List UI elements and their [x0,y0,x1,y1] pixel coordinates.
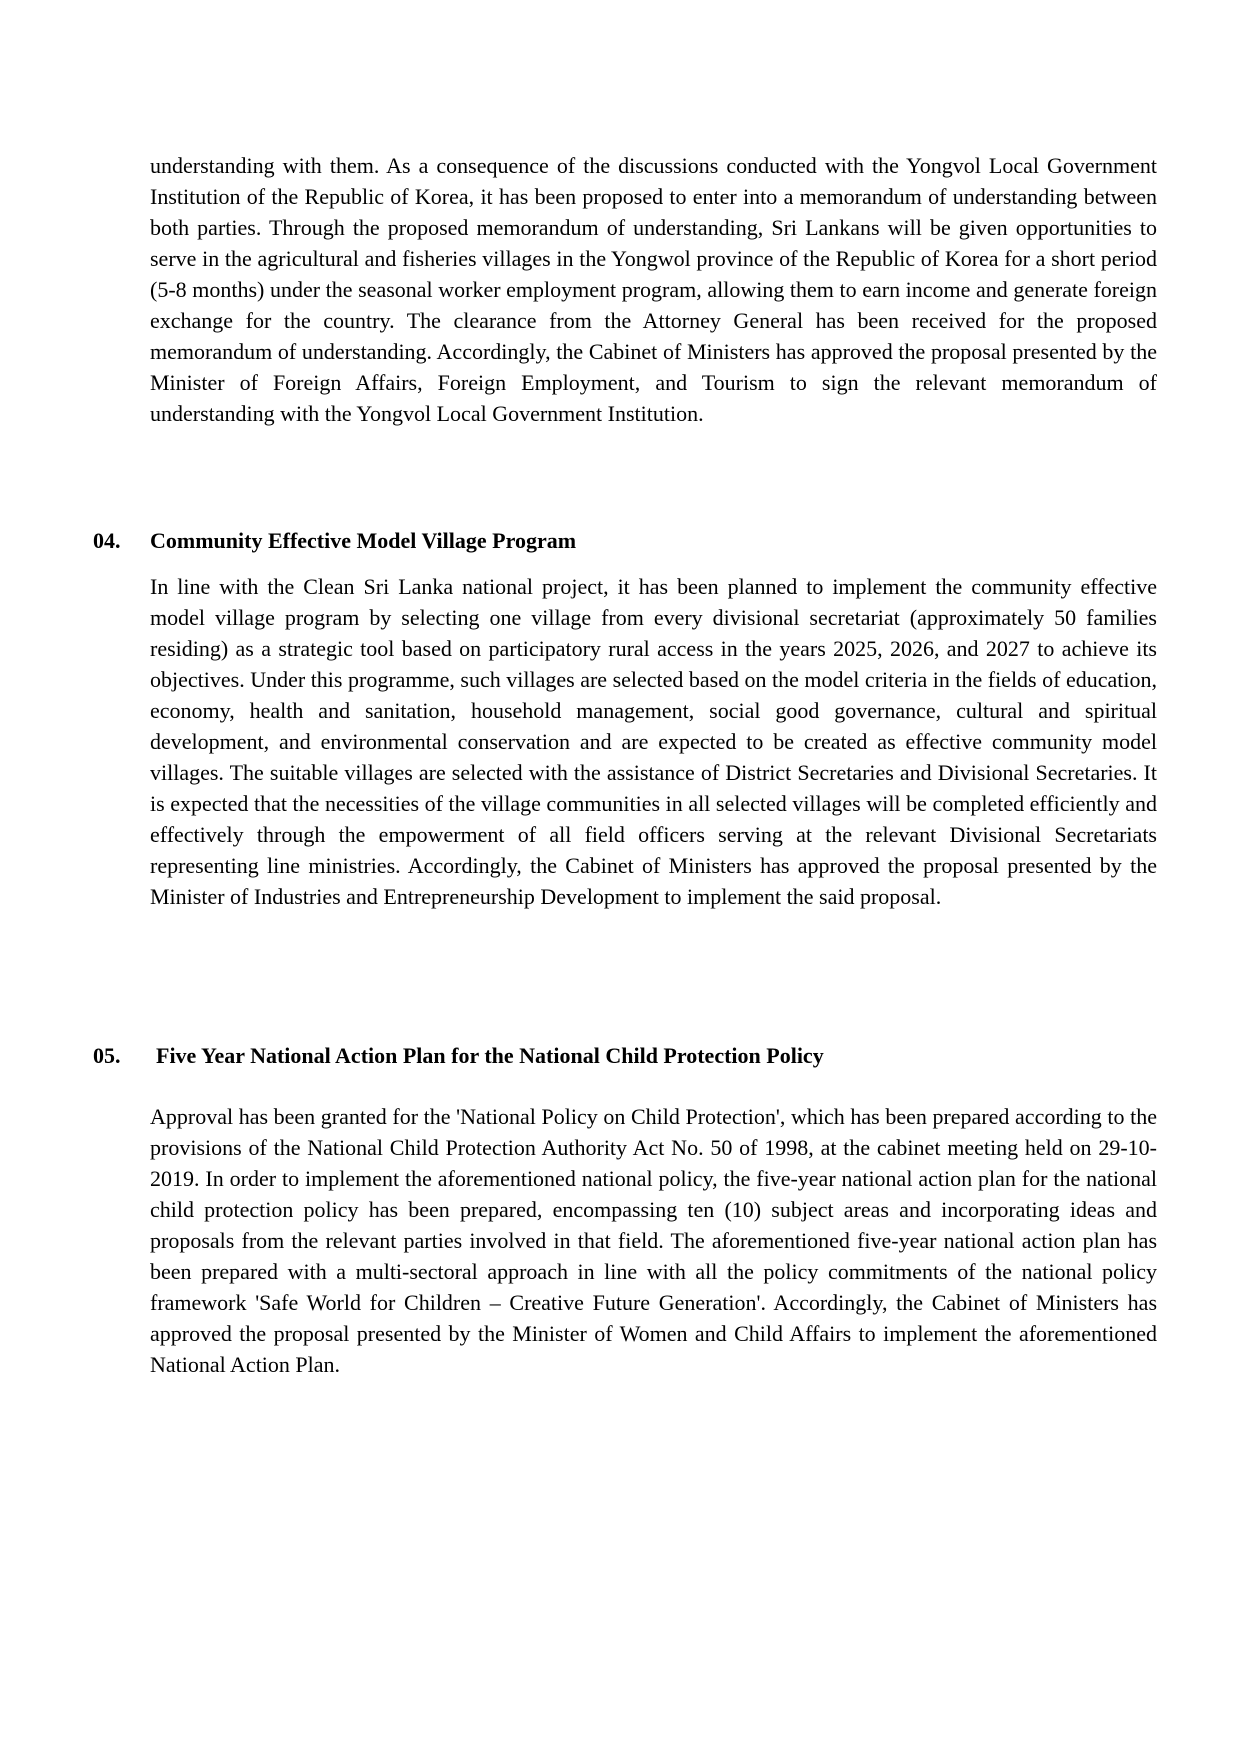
section-number: 04. [93,528,121,553]
section-number: 05. [93,1043,121,1068]
section-body: In line with the Clean Sri Lanka national project, it has been planned to implement the community effective model village program by selecting one village from every divisional secretariat (approximately 50 families residing) as a strategic tool based on participatory rural access in the years 2025, 2026, and 2027 to achieve its objectives. Under this programme, such villages are selected based on the model criteria in the fields of education, economy, health and sanitation, household management, social good governance, cultural and spiritual development, and environmental conservation and are expected to be created as effective community model villages. The suitable villages are selected with the assistance of District Secretaries and Divisional Secretaries. It is expected that the necessities of the village communities in all selected villages will be completed efficiently and effectively through the empowerment of all field officers serving at the relevant Divisional Secretariats representing line ministries. Accordingly, the Cabinet of Ministers has approved the proposal presented by the Minister of Industries and Entrepreneurship Development to implement the said proposal. [150,574,1157,909]
continuation-paragraph: understanding with them. As a consequence of the discussions conducted with the Yongvol Local Government Institution of the Republic of Korea, it has been proposed to enter into a memorandum of understanding between both parties. Through the proposed memorandum of understanding, Sri Lankans will be given opportunities to serve in the agricultural and fisheries villages in the Yongwol province of the Republic of Korea for a short period (5-8 months) under the seasonal worker employment program, allowing them to earn income and generate foreign exchange for the country. The clearance from the Attorney General has been received for the proposed memorandum of understanding. Accordingly, the Cabinet of Ministers has approved the proposal presented by the Minister of Foreign Affairs, Foreign Employment, and Tourism to sign the relevant memorandum of understanding with the Yongvol Local Government Institution. [150,153,1157,426]
section-title: Community Effective Model Village Program [150,528,577,553]
section-body: Approval has been granted for the 'National Policy on Child Protection', which has been prepared according to the provisions of the National Child Protection Authority Act No. 50 of 1998, at the cabinet meeting held on 29-10-2019. In order to implement the aforementioned national policy, the five-year national action plan for the national child protection policy has been prepared, encompassing ten (10) subject areas and incorporating ideas and proposals from the relevant parties involved in that field. The aforementioned five-year national action plan has been prepared with a multi-sectoral approach in line with all the policy commitments of the national policy framework 'Safe World for Children – Creative Future Generation'. Accordingly, the Cabinet of Ministers has approved the proposal presented by the Minister of Women and Child Affairs to implement the aforementioned National Action Plan. [150,1104,1157,1377]
section-title: Five Year National Action Plan for the National Child Protection Policy [156,1043,824,1068]
